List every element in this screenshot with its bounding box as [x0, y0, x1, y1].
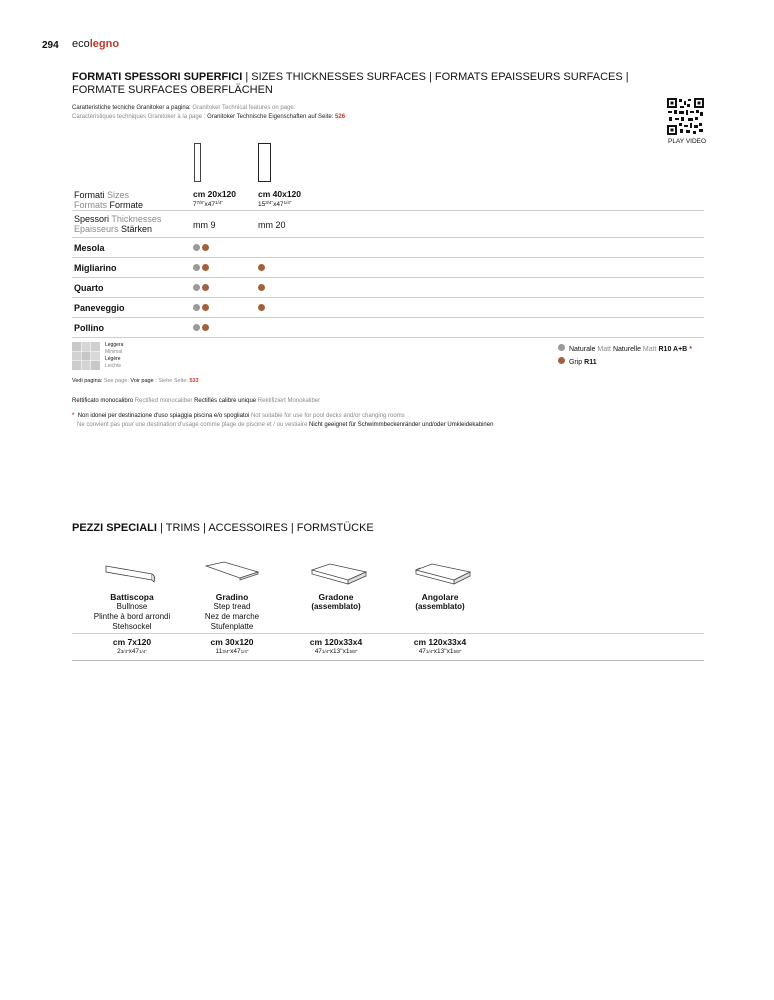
naturale-dot-icon: [193, 244, 200, 251]
surface-row: [72, 238, 704, 258]
trim-label: Nez de marche: [204, 612, 260, 621]
thickness-row: [72, 211, 704, 238]
trim-name: Gradone: [318, 592, 354, 602]
grip-dot-icon: [202, 244, 209, 251]
trim-dimensions: cm 30x120 $11^{3/4"}x47^{1/4"}$: [210, 637, 254, 655]
gradone-icon: [308, 560, 372, 586]
rectified-note: Rettificato monocalibro Rectified monocaliber Rectifiés calibre unique Rektifiziert Monokaliber: [72, 398, 321, 404]
surface-row: [72, 298, 704, 318]
naturale-dot-icon: [193, 264, 200, 271]
surfaces-list: [72, 238, 704, 338]
trim-label: Stehsockel: [112, 622, 152, 631]
trim-label: [390, 622, 490, 632]
surface-dots: [193, 323, 211, 333]
grip-dot-icon: [202, 264, 209, 271]
legend-naturale: Naturale Matt Naturelle Matt R10 A+B *: [558, 343, 692, 356]
trim-dimensions: cm 120x33x4 $47^{1/4"}x13"x1^{5/8"}$: [413, 637, 467, 655]
tile-40x120-outline: [258, 143, 271, 182]
trim-item: [82, 592, 182, 632]
trim-name: Battiscopa: [110, 592, 154, 602]
shade-variation-labels: Leggera Minimal Légère Leichte: [105, 342, 124, 369]
thickness-20: mm 20: [258, 220, 286, 230]
grip-dot-icon: [202, 284, 209, 291]
trim-name: Gradino: [215, 592, 249, 602]
surface-row: [72, 258, 704, 278]
thickness-9: mm 9: [193, 220, 216, 230]
surface-dots: [193, 283, 211, 293]
brand-title: ecolegno: [72, 38, 120, 50]
surface-row: [72, 318, 704, 338]
grip-dot-icon: [558, 357, 565, 364]
section-title: FORMATI SPESSORI SUPERFICI | SIZES THICKNESSES SURFACES | FORMATS EPAISSEURS SURFACES | FORMATE SURFACES OBERFLÄCHEN: [72, 71, 629, 96]
trims-title: PEZZI SPECIALI | TRIMS | ACCESSOIRES | FORMSTÜCKE: [72, 522, 374, 534]
trim-dimensions: cm 120x33x4 $47^{1/4"}x13"x1^{5/8"}$: [309, 637, 363, 655]
formats-row: [72, 186, 704, 211]
surface-name: Mesola: [74, 243, 105, 253]
trim-label: (assemblato): [415, 602, 465, 611]
formats-table: [72, 186, 704, 338]
not-suitable-note: * Non idonei per destinazione d'uso spiaggia piscina e/o spogliatoi Not suitable for use for pool decks and/or changing rooms Ne convient pas pour une destination d'usage comme plage de piscine et / ou vestiaire Nicht geeignet für Schwimmbeckenränder und/oder Umkleidekabinen: [72, 413, 494, 428]
trim-item: [286, 592, 386, 632]
surface-name: Pollino: [74, 323, 104, 333]
see-page-note: Vedi pagina: See page: Voir page : Siehe Seite: 533: [72, 378, 199, 384]
format-20x120: cm 20x120 $7^{7/8"}x47^{1/4"}$: [193, 189, 237, 208]
thickness-label: Spessori Thicknesses Epaisseurs Stärken: [74, 214, 162, 234]
trim-label: (assemblato): [311, 602, 361, 611]
surface-dots: [258, 263, 267, 273]
grip-dot-icon: [258, 264, 265, 271]
trim-item: [182, 592, 282, 632]
angolare-icon: [412, 560, 476, 586]
surface-legend: [558, 343, 692, 369]
page-number: 294: [42, 40, 59, 51]
grip-dot-icon: [258, 304, 265, 311]
surface-dots: [258, 283, 267, 293]
surface-name: Migliarino: [74, 263, 117, 273]
bullnose-icon: [102, 560, 162, 586]
format-40x120: cm 40x120 $15^{3/4"}x47^{1/4"}$: [258, 189, 302, 208]
shade-variation-icon: [72, 342, 100, 370]
surface-dots: [193, 303, 211, 313]
trim-label: Step tread: [213, 602, 251, 611]
surface-dots: [193, 243, 211, 253]
trim-item: [390, 592, 490, 632]
trim-label: Plinthe à bord arrondi: [93, 612, 171, 621]
trim-label: [286, 612, 386, 622]
grip-dot-icon: [202, 304, 209, 311]
grip-dot-icon: [258, 284, 265, 291]
trims-section: [72, 560, 704, 660]
trim-label: Stufenplatte: [210, 622, 254, 631]
trim-label: [286, 622, 386, 632]
surface-name: Paneveggio: [74, 303, 125, 313]
naturale-dot-icon: [193, 284, 200, 291]
qr-code-icon[interactable]: [667, 98, 704, 135]
trim-label: [390, 612, 490, 622]
trim-name: Angolare: [421, 592, 459, 602]
step-tread-icon: [202, 560, 262, 586]
surface-dots: [258, 303, 267, 313]
naturale-dot-icon: [193, 324, 200, 331]
surface-name: Quarto: [74, 283, 104, 293]
trims-divider: [72, 633, 704, 634]
trims-bottom-rule: [72, 660, 704, 661]
surface-row: [72, 278, 704, 298]
play-video-label[interactable]: PLAY VIDEO: [668, 138, 707, 145]
legend-grip: Grip R11: [558, 356, 692, 369]
trim-dimensions: cm 7x120 $2^{3/4"}x47^{1/4"}$: [112, 637, 152, 655]
formats-label: Formati Sizes Formats Formate: [74, 190, 144, 210]
tile-20x120-outline: [194, 143, 201, 182]
grip-dot-icon: [202, 324, 209, 331]
surface-dots: [193, 263, 211, 273]
naturale-dot-icon: [558, 344, 565, 351]
naturale-dot-icon: [193, 304, 200, 311]
tech-features-note: Caratteristiche tecniche Granitoker a pagina: Granitoker Technical features on page: Caractéristiques techniques Granitoker à la page : Granitoker Technische Eigenschaften auf Seite: 526: [72, 105, 346, 120]
trim-label: Bullnose: [116, 602, 148, 611]
